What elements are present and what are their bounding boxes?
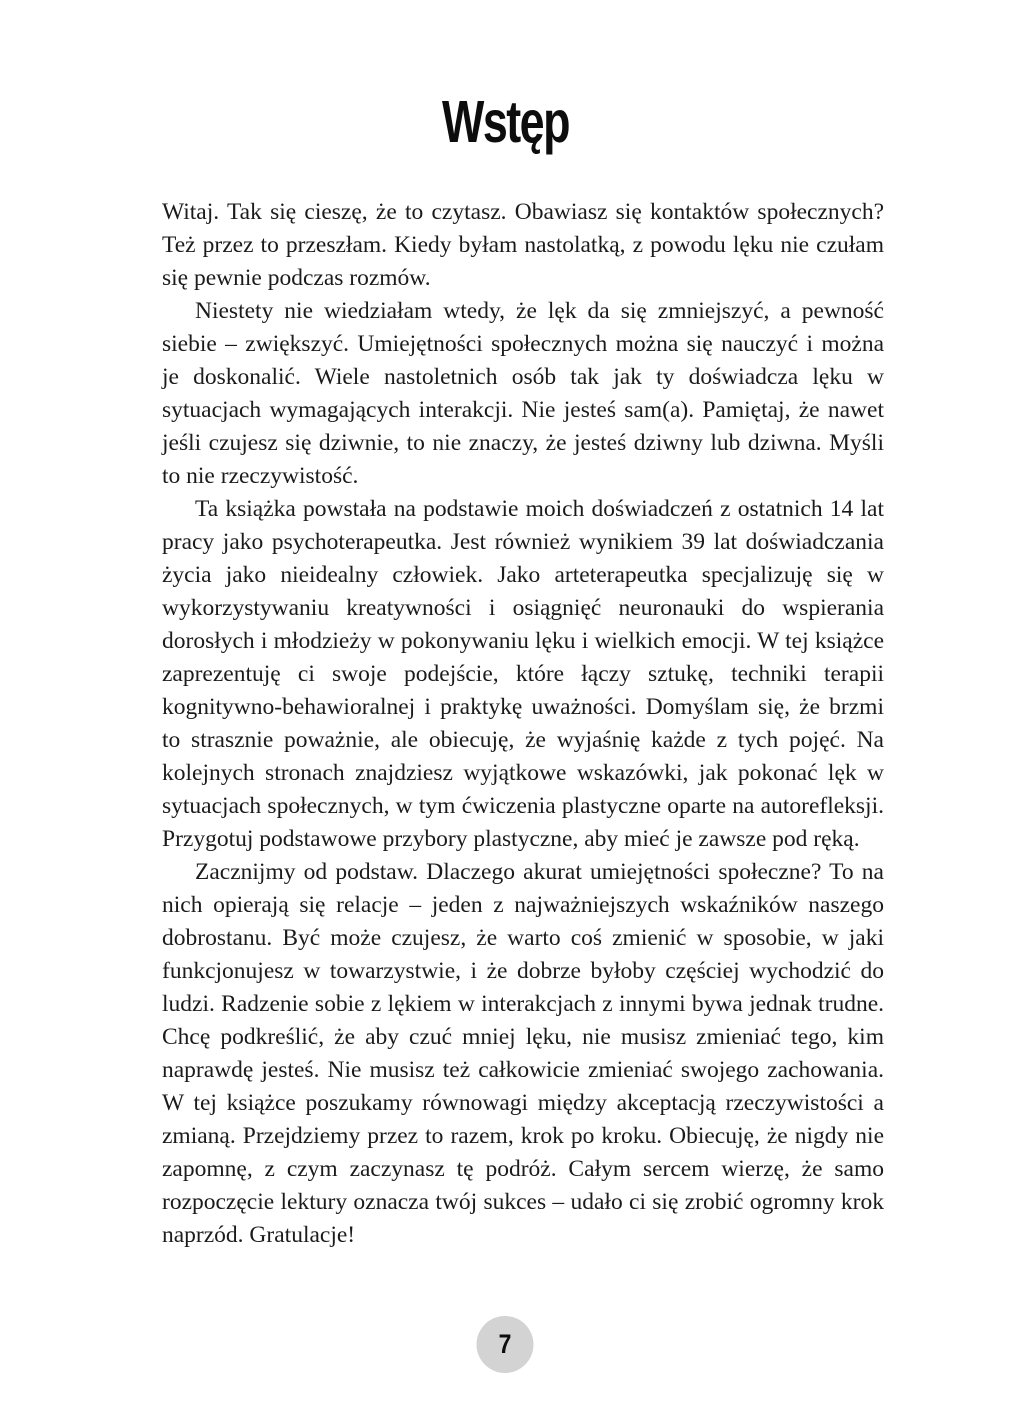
page-number-badge bbox=[477, 1316, 534, 1373]
body-paragraph: Niestety nie wiedziałam wtedy, że lęk da się zmniejszyć, a pewność siebie – zwiększyć. Umiejętności społecznych można się nauczyć i można je doskonalić. Wiele nastoletnich osób tak jak ty doświadcza lęku w sytuacjach wymagających interakcji. Nie jesteś sam(a). Pamiętaj, że nawet jeśli czujesz się dziwnie, to nie znaczy, że jesteś dziwny lub dziwna. Myśli to nie rzeczywistość. bbox=[162, 298, 884, 489]
body-paragraph: Ta książka powstała na podstawie moich doświadczeń z ostatnich 14 lat pracy jako psychoterapeutka. Jest również wynikiem 39 lat doświadczania życia jako nieidealny człowiek. Jako arteterapeutka specjalizuję się w wykorzystywaniu kreatywności i osiągnięć neuronauki do wspierania dorosłych i młodzieży w pokonywaniu lęku i wielkich emocji. W tej książce zaprezentuję ci swoje podejście, które łączy sztukę, techniki terapii kognitywno-behawioralnej i praktykę uważności. Domyślam się, że brzmi to strasznie poważnie, ale obiecuję, że wyjaśnię każde z tych pojęć. Na kolejnych stronach znajdziesz wyjątkowe wskazówki, jak pokonać lęk w sytuacjach społecznych, w tym ćwiczenia plastyczne oparte na autorefleksji. Przygotuj podstawowe przybory plastyczne, aby mieć je zawsze pod ręką. bbox=[162, 496, 884, 852]
body-paragraph: Witaj. Tak się cieszę, że to czytasz. Obawiasz się kontaktów społecznych? Też przez to przeszłam. Kiedy byłam nastolatką, z powodu lęku nie czułam się pewnie podczas rozmów. bbox=[162, 199, 884, 291]
chapter-title-text: Wstęp bbox=[441, 89, 569, 155]
body-text bbox=[0, 196, 1010, 1252]
page-number: 7 bbox=[498, 1329, 512, 1359]
chapter-title bbox=[0, 0, 1010, 158]
body-paragraph: Zacznijmy od podstaw. Dlaczego akurat umiejętności społeczne? To na nich opierają się relacje – jeden z najważniejszych wskaźników naszego dobrostanu. Być może czujesz, że warto coś zmienić w sposobie, w jaki funkcjonujesz w towarzystwie, i że dobrze byłoby częściej wychodzić do ludzi. Radzenie sobie z lękiem w interakcjach z innymi bywa jednak trudne. Chcę podkreślić, że aby czuć mniej lęku, nie musisz zmieniać tego, kim naprawdę jesteś. Nie musisz też całkowicie zmieniać swojego zachowania. W tej książce poszukamy równowagi między akceptacją rzeczywistości a zmianą. Przejdziemy przez to razem, krok po kroku. Obiecuję, że nigdy nie zapomnę, z czym zaczynasz tę podróż. Całym sercem wierzę, że samo rozpoczęcie lektury oznacza twój sukces – udało ci się zrobić ogromny krok naprzód. Gratulacje! bbox=[162, 859, 884, 1248]
